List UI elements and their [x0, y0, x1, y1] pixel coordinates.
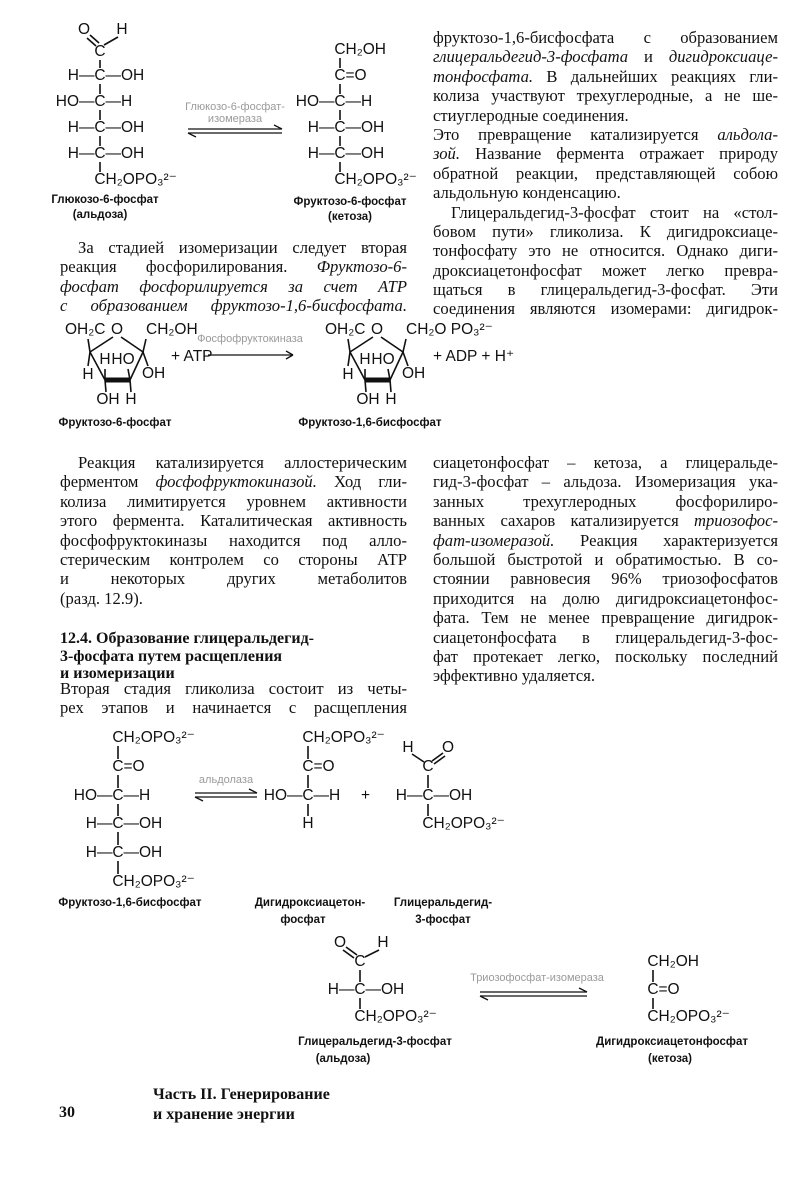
formula-part: H₂OH — [658, 953, 699, 970]
plus-sign: + — [361, 787, 371, 804]
ring-substituent: OH — [142, 365, 166, 382]
ring-substituent: OH — [402, 365, 426, 382]
text-segment: рех этапов и начинается с расщепления — [60, 698, 407, 718]
formula-part: C — [354, 1008, 366, 1025]
heading-line: 12.4. Образование глицеральдегид- — [60, 630, 315, 647]
formula-part: C — [112, 758, 124, 775]
formula-part: C — [422, 787, 434, 804]
footer-line: и хранение энергии — [153, 1106, 295, 1123]
text-segment: Название фермента отражает природу — [460, 144, 778, 164]
atom-symbol: H — [125, 391, 137, 408]
text-segment: гид-3-фосфат – альдоза. Изомеризация ука- — [433, 472, 778, 492]
formula-part: C — [647, 1008, 659, 1025]
formula-part: H₂OPO₃²⁻ — [123, 873, 195, 890]
formula-part: —OH — [345, 145, 385, 162]
formula-part: =O — [345, 67, 367, 84]
heading-line: и изомеризации — [60, 665, 175, 682]
formula-part: —OH — [365, 981, 405, 998]
italic-term: зой. — [433, 144, 460, 164]
text-segment: стоянии равновесия 96% триозофосфатов — [433, 569, 778, 589]
formula-part: HO— — [295, 93, 335, 110]
formula-part: —OH — [123, 844, 163, 861]
italic-term: альдола- — [717, 124, 778, 144]
text-segment: фата. Тем не менее превращение дигидрок- — [433, 608, 778, 628]
formula-part: C — [647, 981, 659, 998]
text-segment: Реакция характеризуется — [554, 530, 778, 550]
formula-part: C — [94, 43, 106, 60]
formula-part: H — [302, 815, 314, 832]
formula-part: HO— — [73, 787, 113, 804]
compound-name: (альдоза) — [315, 1053, 371, 1065]
ring-substituent: OH₂C — [325, 321, 366, 338]
atom-symbol: H — [385, 391, 397, 408]
text-segment: щаться в глицеральдегид-3-фосфат. Эти — [433, 280, 778, 300]
text-segment: За стадией изомеризации следует вторая — [78, 238, 407, 257]
formula-part: H₂OPO₃²⁻ — [123, 729, 195, 746]
formula-part: H— — [67, 145, 95, 162]
formula-part: H— — [67, 119, 95, 136]
formula-part: H— — [395, 787, 423, 804]
text-segment: Ход гли- — [316, 472, 407, 492]
enzyme-label: Глюкозо-6-фосфат- — [185, 101, 285, 113]
italic-term: фат-изомеразой. — [433, 530, 555, 550]
formula-part: C — [354, 981, 366, 998]
text-segment: реакция фосфорилирования. — [60, 257, 317, 277]
compound-name: Дигидроксиацетон- — [254, 897, 366, 909]
enzyme-label: Фосфофруктокиназа — [197, 333, 303, 345]
compound-name: фосфат — [280, 914, 326, 926]
text-segment: стерическим контролем со стороны АТР — [60, 549, 407, 569]
footer-line: Часть II. Генерирование — [153, 1086, 330, 1103]
text-segment: занных трехуглеродных фосфорилиро- — [433, 491, 778, 511]
formula-part: H — [116, 21, 128, 38]
compound-name: Глюкозо-6-фосфат — [51, 194, 159, 206]
page-number: 30 — [59, 1104, 75, 1121]
plus-atp: + ATP — [171, 348, 213, 365]
formula-part: HO— — [55, 93, 95, 110]
text-segment: Реакция катализируется аллостерическим — [78, 453, 407, 472]
formula-part: H₂OH — [345, 41, 386, 58]
formula-part: H— — [67, 67, 95, 84]
text-segment: Это превращение катализируется — [433, 124, 718, 144]
text-segment: этого фермента. Каталитическая активность — [60, 511, 407, 531]
text-segment: и некоторых других метаболитов — [60, 569, 407, 589]
formula-part: =O — [313, 758, 335, 775]
text-segment: соединения являются изомерами: дигидрок- — [433, 299, 778, 319]
text-segment: приходится на долю дигидроксиацетонфос- — [433, 588, 778, 608]
formula-part: C — [422, 758, 434, 775]
formula-part: O — [442, 739, 455, 756]
arrow-pfk — [208, 351, 293, 359]
formula-part: C — [94, 67, 106, 84]
text-segment: колиза лимитируется уровнем активности — [60, 491, 407, 511]
formula-part: H₂OPO₃²⁻ — [345, 171, 417, 188]
atom-symbol: OH — [96, 391, 120, 408]
atom-symbol: OH — [356, 391, 380, 408]
text-segment: фосфофруктокиназы находится под алло- — [60, 530, 407, 550]
formula-part: H— — [307, 145, 335, 162]
formula-part: H₂OPO₃²⁻ — [313, 729, 385, 746]
formula-part: —OH — [433, 787, 473, 804]
atom-symbol: HO — [111, 351, 135, 368]
formula-part: C — [112, 815, 124, 832]
compound-name: Фруктозо-6-фосфат — [293, 196, 407, 208]
formula-part: C — [112, 873, 124, 890]
formula-part: H — [377, 934, 389, 951]
text-segment: В дальнейших реакциях гли- — [533, 66, 778, 86]
formula-part: H₂OPO₃²⁻ — [365, 1008, 437, 1025]
italic-term: фосфофруктокиназой. — [155, 472, 317, 492]
formula-part: C — [422, 815, 434, 832]
formula-part: C — [302, 729, 314, 746]
italic-term: Фруктозо-6- — [316, 257, 407, 277]
formula-part: —H — [105, 93, 133, 110]
italic-term: тонфосфата. — [433, 66, 534, 86]
compound-name: (кетоза) — [648, 1053, 692, 1065]
text-segment: Вторая стадия гликолиза состоит из четы- — [60, 679, 407, 698]
text-segment: сиацетонфосфата в глицеральдегид-3-фос- — [433, 627, 778, 647]
text-segment: сиацетонфосфат – кетоза, а глицеральде- — [433, 453, 778, 472]
atom-symbol: O — [110, 321, 124, 338]
text-segment: обратной реакции, представляющей собою — [433, 163, 778, 183]
formula-part: C — [94, 171, 106, 188]
formula-part: O — [334, 934, 347, 951]
formula-part: H₂OPO₃²⁻ — [658, 1008, 730, 1025]
text-segment: колиза участвуют трехуглеродные, а не ше- — [433, 86, 778, 106]
formula-part: C — [647, 953, 659, 970]
formula-part: C — [354, 953, 366, 970]
formula-part: =O — [123, 758, 145, 775]
atom-symbol: O — [370, 321, 384, 338]
italic-term: фосфат фосфорилируется за счет АТР — [60, 276, 407, 296]
text-segment: бовом пути» гликолиза. К дигидроксиаце- — [433, 221, 778, 241]
text-segment: ванных сахаров катализируется — [433, 511, 695, 531]
formula-part: —OH — [345, 119, 385, 136]
compound-name: Дигидроксиацетонфосфат — [596, 1036, 748, 1048]
text-segment: фат протекает легко, поскольку последний — [433, 646, 778, 666]
formula-part: C — [334, 93, 346, 110]
equilibrium-arrow-isomerase — [188, 125, 282, 137]
equilibrium-arrow-tpi — [480, 988, 587, 1000]
formula-part: —H — [313, 787, 341, 804]
italic-term: триозофос- — [694, 511, 778, 531]
formula-part: C — [94, 93, 106, 110]
formula-part: —H — [123, 787, 151, 804]
atom-symbol: H — [342, 366, 354, 383]
formula-part: H₂OPO₃²⁻ — [433, 815, 505, 832]
formula-part: H— — [327, 981, 355, 998]
formula-part: H₂OPO₃²⁻ — [105, 171, 177, 188]
equilibrium-arrow-aldolase — [195, 789, 257, 801]
formula-part: —OH — [105, 145, 145, 162]
text-segment: фруктозо-1,6-бисфосфата с образованием — [433, 28, 778, 47]
formula-part: =O — [658, 981, 680, 998]
formula-part: —H — [345, 93, 373, 110]
atom-symbol: HO — [371, 351, 395, 368]
text-segment: эффективно удаляется. — [433, 666, 596, 686]
text-segment: Глицеральдегид-3-фосфат стоит на «стол- — [451, 202, 778, 222]
formula-part: H— — [85, 815, 113, 832]
italic-term: с образованием фруктозо-1,6-бисфосфата. — [60, 296, 407, 316]
italic-term: дигидроксиаце- — [668, 47, 778, 67]
compound-name: (альдоза) — [72, 209, 128, 221]
compound-name: Глицеральдегид-3-фосфат — [298, 1036, 452, 1048]
atom-symbol: H — [82, 366, 94, 383]
text-segment: (разд. 12.9). — [60, 588, 143, 608]
formula-part: H — [402, 739, 414, 756]
plus-adp-h: + ADP + H⁺ — [433, 348, 515, 365]
formula-part: C — [302, 758, 314, 775]
atom-symbol: H — [99, 351, 111, 368]
text-segment: ферментом — [60, 472, 156, 492]
compound-name: Фруктозо-6-фосфат — [58, 417, 172, 429]
formula-part: C — [94, 145, 106, 162]
formula-part: C — [334, 145, 346, 162]
compound-name: (кетоза) — [328, 211, 372, 223]
compound-name: 3-фосфат — [415, 914, 471, 926]
ring-substituent: OH₂C — [65, 321, 106, 338]
formula-part: H— — [85, 844, 113, 861]
ring-substituent: CH₂OH — [146, 321, 198, 338]
formula-part: C — [112, 729, 124, 746]
text-segment: альдольную конденсацию. — [433, 183, 621, 203]
formula-part: —OH — [105, 119, 145, 136]
formula-part: C — [112, 787, 124, 804]
compound-name: Фруктозо-1,6-бисфосфат — [58, 897, 202, 909]
text-segment: дроксиацетонфосфат может легко превра- — [433, 260, 778, 280]
formula-part: H— — [307, 119, 335, 136]
compound-name: Глицеральдегид- — [393, 897, 493, 909]
enzyme-label: альдолаза — [198, 774, 254, 786]
formula-part: —OH — [123, 815, 163, 832]
formula-part: C — [94, 119, 106, 136]
text-segment: тонфосфату это не относится. Однако диги- — [433, 241, 778, 261]
text-segment: стиуглеродные соединения. — [433, 105, 629, 125]
formula-part: C — [334, 171, 346, 188]
italic-term: глицеральдегид-3-фосфата — [433, 47, 629, 67]
formula-part: C — [112, 844, 124, 861]
formula-part: O — [78, 21, 91, 38]
enzyme-label: изомераза — [207, 113, 263, 125]
ring-substituent: CH₂O PO₃²⁻ — [406, 321, 493, 338]
heading-line: 3-фосфата путем расщепления — [60, 647, 283, 665]
formula-part: C — [334, 67, 346, 84]
formula-part: C — [334, 119, 346, 136]
formula-part: C — [334, 41, 346, 58]
running-footer — [153, 1085, 330, 1125]
text-segment: большой быстротой и обратимостью. В со- — [433, 549, 778, 569]
atom-symbol: H — [359, 351, 371, 368]
formula-part: —OH — [105, 67, 145, 84]
formula-part: C — [302, 787, 314, 804]
formula-part: HO— — [263, 787, 303, 804]
enzyme-label: Триозофосфат-изомераза — [470, 972, 604, 984]
compound-name: Фруктозо-1,6-бисфосфат — [298, 417, 442, 429]
text-segment: и — [628, 47, 669, 67]
